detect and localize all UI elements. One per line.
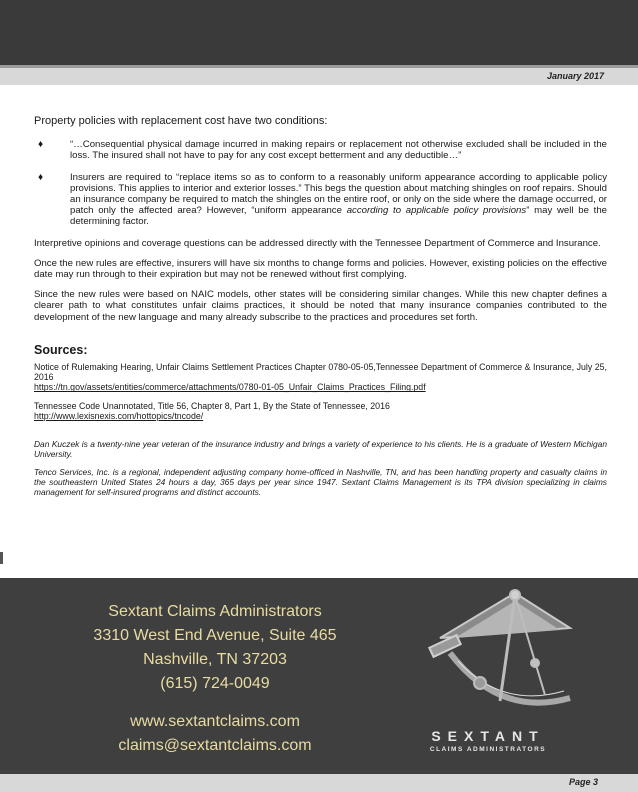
- source-2-text: Tennessee Code Unannotated, Title 56, Chapter 8, Part 1, By the State of Tennessee, 2016: [34, 400, 390, 411]
- issue-date: January 2017: [546, 71, 604, 81]
- company-name: Sextant Claims Administrators: [108, 603, 322, 620]
- condition-2-text: Insurers are required to “replace items so as to conform to a reasonably uniform appearance according to applicable policy provisions. This applies to interior and exterior losses.” This begs the question about matching shingles on roof repairs. Should an insurance company be required to match the shingles on the entire roof, or only on the side where the damage occurred, or patch only the affected area? However, “uniform appearance: [70, 171, 607, 217]
- page-number: Page 3: [568, 777, 598, 787]
- paragraph-interpretive: Interpretive opinions and coverage questions can be addressed directly with the Tennessee Department of Commerce and Insurance.: [34, 237, 601, 249]
- author-bio: Dan Kuczek is a twenty-nine year veteran of the insurance industry and brings a variety of experience to his clients. He is a graduate of Western Michigan University.: [34, 439, 607, 460]
- list-item: [34, 139, 607, 161]
- paragraph-effective: Once the new rules are effective, insurers will have six months to change forms and policies. However, existing policies on the effective date may run through to their expiration but may not be renewed without first complying.: [34, 257, 607, 281]
- street-address: 3310 West End Avenue, Suite 465: [93, 627, 337, 644]
- condition-2-end: ” may well be the determining factor.: [70, 205, 608, 228]
- phone-number: (615) 724-0049: [160, 675, 270, 692]
- header-band: [0, 0, 638, 65]
- page-bar: [0, 774, 638, 792]
- source-1-text: Notice of Rulemaking Hearing, Unfair Claims Settlement Practices Chapter 0780-05-05,Tennessee Department of Commerce & Insurance, July 25, 2016: [34, 362, 607, 383]
- conditions-list: [34, 139, 607, 227]
- intro-text: Property policies with replacement cost have two conditions:: [34, 115, 328, 127]
- diamond-bullet-icon: ♦: [38, 171, 44, 183]
- brand-name: SEXTANT: [431, 728, 545, 744]
- company-bio: Tenco Services, Inc. is a regional, independent adjusting company home-officed in Nashville, TN, and has been handling property and casualty claims in the southeastern United States 24 hours a day, 365 days per year since 1947. Sextant Claims Management is its TPA division specializing in claims management for self-insured programs and distinct accounts.: [34, 467, 607, 498]
- list-item: [34, 172, 607, 228]
- condition-1-text: “…Consequential physical damage incurred in making repairs or replacement not otherwise excluded shall be included in the loss. The insured shall not have to pay for any cost except betterment and any deductible…”: [70, 139, 607, 162]
- city-state-zip: Nashville, TN 37203: [143, 651, 287, 668]
- brand-logo: [413, 728, 563, 753]
- paragraph-naic: Since the new rules were based on NAIC models, other states will be considering similar changes. While this new chapter defines a clearer path to what constitutes unfair claims practices, it should be noted that many insurance companies contributed to the development of the new language and many already subscribe to the practices and procedures set forth.: [34, 289, 607, 323]
- email-link[interactable]: claims@sextantclaims.com: [118, 737, 312, 754]
- condition-2-italic: according to applicable policy provisions: [346, 205, 527, 217]
- source-1-link[interactable]: https://tn.gov/assets/entities/commerce/attachments/0780-01-05_Unfair_Claims_Practices_Filing.pdf: [34, 382, 426, 393]
- contact-block: [40, 600, 390, 758]
- source-2-link[interactable]: http://www.lexisnexis.com/hottopics/tncode/: [34, 410, 204, 421]
- sources-heading: Sources:: [34, 342, 88, 357]
- source-1: [34, 362, 607, 393]
- margin-marker: [0, 552, 3, 564]
- source-2: [34, 401, 607, 421]
- diamond-bullet-icon: ♦: [38, 139, 44, 151]
- article-content: [34, 116, 607, 505]
- brand-subtitle: CLAIMS ADMINISTRATORS: [429, 746, 547, 753]
- website-link[interactable]: www.sextantclaims.com: [130, 713, 300, 730]
- date-bar: [0, 65, 638, 85]
- sextant-logo-icon: [420, 583, 590, 723]
